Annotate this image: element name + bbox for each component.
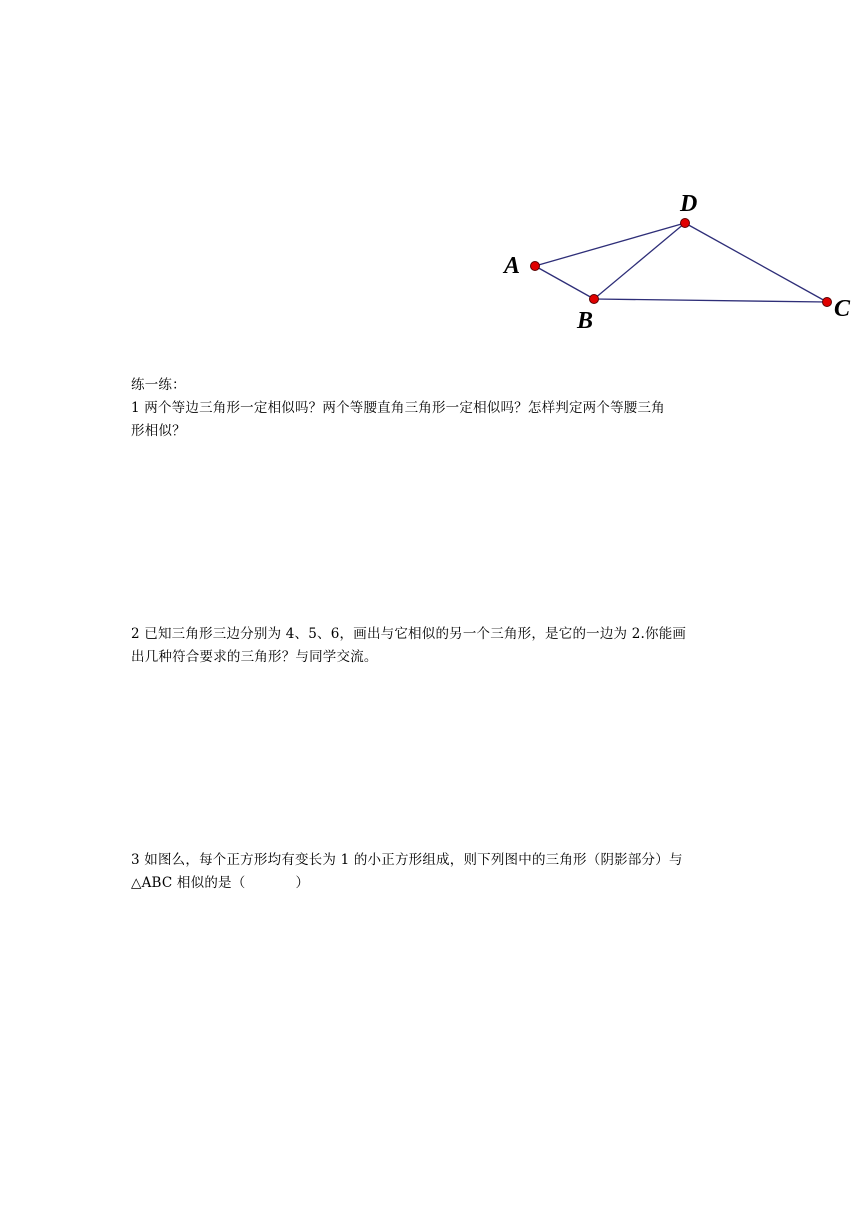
figure-points (531, 219, 832, 307)
point-label-b: B (577, 308, 594, 334)
question-3-line-1: 3 如图么，每个正方形均有变长为 1 的小正方形组成，则下列图中的三角形（阴影部分）与 (131, 852, 683, 868)
segment-bc (594, 299, 827, 302)
figure-segments (535, 223, 827, 302)
question-1-line-2: 形相似？ (131, 423, 186, 439)
section-title: 练一练： (131, 377, 186, 393)
question-3-line-2 (131, 873, 309, 894)
triangle-diagram (495, 185, 860, 335)
question-3-line-2-prefix: △ABC 相似的是（ (131, 875, 246, 891)
question-3-line-2-suffix: ） (295, 875, 310, 891)
point-label-d: D (680, 191, 698, 217)
question-2-line-2: 出几种符合要求的三角形？与同学交流。 (131, 649, 378, 665)
point-label-c: C (834, 296, 851, 322)
question-2-line-1: 2 已知三角形三边分别为 4、5、6，画出与它相似的另一个三角形，是它的一边为 2.你能画 (131, 626, 687, 642)
segment-bd (594, 223, 685, 299)
point-a (531, 262, 540, 271)
point-d (681, 219, 690, 228)
segment-ad (535, 223, 685, 266)
triangle-figure (495, 185, 860, 335)
point-b (590, 295, 599, 304)
point-label-a: A (504, 253, 521, 279)
question-1-line-1: 1 两个等边三角形一定相似吗？两个等腰直角三角形一定相似吗？怎样判定两个等腰三角 (131, 400, 665, 416)
point-c (823, 298, 832, 307)
segment-ab (535, 266, 594, 299)
segment-dc (685, 223, 827, 302)
